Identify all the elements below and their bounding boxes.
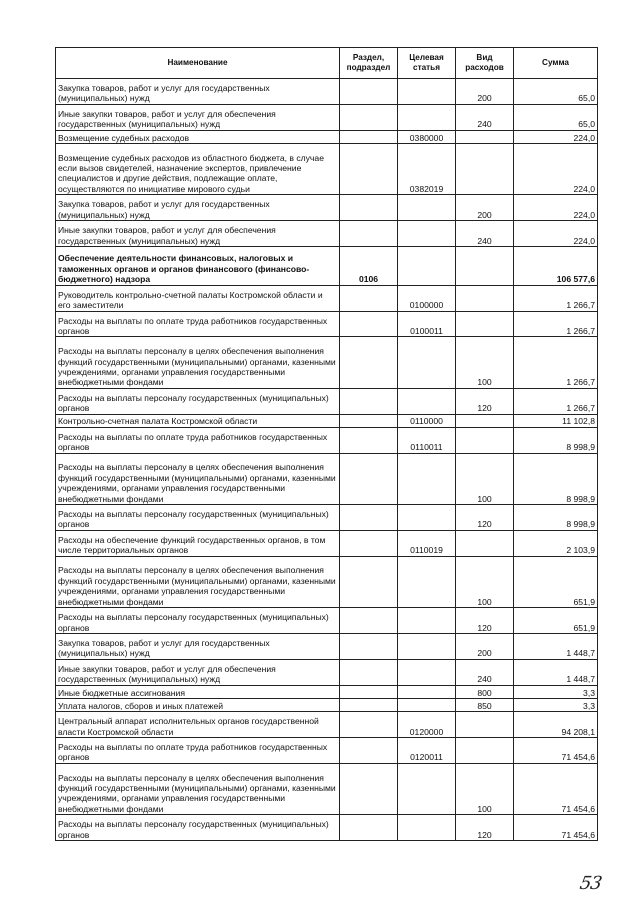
cell-name: Расходы на выплаты персоналу в целях обеспечения выполнения функций государственными (муниципальными) органами, казенными учреждениями, органами управления государственными внебюджетными фондами: [56, 337, 340, 388]
table-row: [56, 504, 598, 530]
cell-name: Иные закупки товаров, работ и услуг для обеспечения государственных (муниципальных) нужд: [56, 659, 340, 685]
table-row: [56, 530, 598, 556]
cell-sum: 65,0: [514, 79, 598, 105]
cell-target: 0380000: [398, 130, 456, 143]
table-row: [56, 685, 598, 698]
cell-target: [398, 388, 456, 414]
cell-name: Расходы на выплаты персоналу государственных (муниципальных) органов: [56, 504, 340, 530]
cell-name: Расходы на выплаты персоналу государственных (муниципальных) органов: [56, 815, 340, 841]
table-row: [56, 712, 598, 738]
cell-name: Руководитель контрольно-счетной палаты Костромской области и его заместители: [56, 285, 340, 311]
cell-target: 0110011: [398, 427, 456, 453]
cell-expense: 100: [456, 763, 514, 814]
table-body: [56, 79, 598, 841]
cell-sum: 11 102,8: [514, 414, 598, 427]
cell-target: [398, 221, 456, 247]
cell-name: Уплата налогов, сборов и иных платежей: [56, 698, 340, 711]
cell-sum: 2 103,9: [514, 530, 598, 556]
table-row: [56, 453, 598, 504]
cell-expense: 120: [456, 388, 514, 414]
cell-name: Расходы на выплаты по оплате труда работников государственных органов: [56, 738, 340, 764]
cell-sum: 1 266,7: [514, 311, 598, 337]
cell-expense: 100: [456, 337, 514, 388]
cell-sum: 65,0: [514, 104, 598, 130]
cell-section: [340, 738, 398, 764]
table-row: [56, 388, 598, 414]
cell-name: Иные закупки товаров, работ и услуг для обеспечения государственных (муниципальных) нужд: [56, 221, 340, 247]
cell-section: [340, 659, 398, 685]
cell-name: Расходы на обеспечение функций государственных органов, в том числе территориальных органов: [56, 530, 340, 556]
cell-name: Закупка товаров, работ и услуг для государственных (муниципальных) нужд: [56, 79, 340, 105]
cell-target: [398, 698, 456, 711]
cell-expense: 200: [456, 633, 514, 659]
cell-sum: 3,3: [514, 698, 598, 711]
cell-section: [340, 815, 398, 841]
cell-section: [340, 143, 398, 194]
cell-section: [340, 337, 398, 388]
cell-target: [398, 659, 456, 685]
cell-name: Обеспечение деятельности финансовых, налоговых и таможенных органов и органов финансового (финансово-бюджетного) надзора: [56, 247, 340, 286]
cell-expense: 100: [456, 453, 514, 504]
cell-target: [398, 608, 456, 634]
cell-target: [398, 337, 456, 388]
cell-sum: 224,0: [514, 130, 598, 143]
table-row: [56, 221, 598, 247]
cell-expense: [456, 247, 514, 286]
cell-expense: [456, 530, 514, 556]
cell-section: [340, 556, 398, 607]
cell-target: [398, 763, 456, 814]
cell-name: Расходы на выплаты персоналу в целях обеспечения выполнения функций государственными (муниципальными) органами, казенными учреждениями, органами управления государственными внебюджетными фондами: [56, 453, 340, 504]
table-row: [56, 427, 598, 453]
cell-section: [340, 285, 398, 311]
document-page: [55, 47, 598, 841]
cell-section: [340, 685, 398, 698]
table-row: [56, 414, 598, 427]
header-section: Раздел, подраздел: [340, 48, 398, 79]
cell-expense: [456, 712, 514, 738]
cell-section: [340, 530, 398, 556]
cell-expense: [456, 414, 514, 427]
table-row: [56, 195, 598, 221]
cell-target: [398, 247, 456, 286]
cell-target: 0110019: [398, 530, 456, 556]
cell-sum: 94 208,1: [514, 712, 598, 738]
table-row: [56, 247, 598, 286]
cell-sum: 224,0: [514, 143, 598, 194]
header-sum: Сумма: [514, 48, 598, 79]
cell-sum: 224,0: [514, 195, 598, 221]
table-row: [56, 143, 598, 194]
header-expense: Вид расходов: [456, 48, 514, 79]
cell-section: [340, 763, 398, 814]
table-row: [56, 698, 598, 711]
table-row: [56, 104, 598, 130]
cell-sum: 8 998,9: [514, 504, 598, 530]
cell-section: [340, 221, 398, 247]
cell-name: Расходы на выплаты персоналу в целях обеспечения выполнения функций государственными (муниципальными) органами, казенными учреждениями, органами управления государственными внебюджетными фондами: [56, 763, 340, 814]
cell-sum: 8 998,9: [514, 427, 598, 453]
cell-expense: 200: [456, 79, 514, 105]
table-row: [56, 337, 598, 388]
cell-sum: 651,9: [514, 556, 598, 607]
cell-section: [340, 633, 398, 659]
cell-section: [340, 453, 398, 504]
table-row: [56, 815, 598, 841]
cell-name: Закупка товаров, работ и услуг для государственных (муниципальных) нужд: [56, 195, 340, 221]
cell-sum: 106 577,6: [514, 247, 598, 286]
cell-target: [398, 685, 456, 698]
cell-section: [340, 427, 398, 453]
cell-expense: [456, 311, 514, 337]
table-row: [56, 633, 598, 659]
cell-name: Закупка товаров, работ и услуг для государственных (муниципальных) нужд: [56, 633, 340, 659]
cell-name: Расходы на выплаты персоналу государственных (муниципальных) органов: [56, 388, 340, 414]
cell-target: 0110000: [398, 414, 456, 427]
cell-sum: 1 448,7: [514, 633, 598, 659]
cell-target: [398, 79, 456, 105]
cell-expense: [456, 285, 514, 311]
cell-sum: 3,3: [514, 685, 598, 698]
cell-target: 0120000: [398, 712, 456, 738]
cell-expense: 240: [456, 221, 514, 247]
cell-sum: 8 998,9: [514, 453, 598, 504]
cell-target: [398, 633, 456, 659]
cell-section: [340, 195, 398, 221]
budget-table: [55, 47, 598, 841]
cell-sum: 651,9: [514, 608, 598, 634]
cell-section: [340, 130, 398, 143]
cell-expense: [456, 143, 514, 194]
cell-name: Возмещение судебных расходов: [56, 130, 340, 143]
cell-target: [398, 504, 456, 530]
cell-target: [398, 104, 456, 130]
cell-sum: 1 266,7: [514, 388, 598, 414]
cell-expense: [456, 427, 514, 453]
table-row: [56, 763, 598, 814]
cell-name: Иные закупки товаров, работ и услуг для обеспечения государственных (муниципальных) нужд: [56, 104, 340, 130]
cell-sum: 71 454,6: [514, 738, 598, 764]
cell-sum: 71 454,6: [514, 763, 598, 814]
cell-target: 0382019: [398, 143, 456, 194]
cell-section: [340, 698, 398, 711]
cell-expense: [456, 130, 514, 143]
cell-sum: 1 266,7: [514, 337, 598, 388]
cell-sum: 1 266,7: [514, 285, 598, 311]
cell-name: Расходы на выплаты персоналу государственных (муниципальных) органов: [56, 608, 340, 634]
cell-section: [340, 311, 398, 337]
cell-section: [340, 504, 398, 530]
cell-section: 0106: [340, 247, 398, 286]
cell-name: Возмещение судебных расходов из областного бюджета, в случае если вызов свидетелей, назначение экспертов, привлечение специалистов и другие действия, подлежащие оплате, осуществляются по инициативе мирового судьи: [56, 143, 340, 194]
cell-section: [340, 388, 398, 414]
cell-sum: 71 454,6: [514, 815, 598, 841]
cell-target: 0100000: [398, 285, 456, 311]
cell-sum: 1 448,7: [514, 659, 598, 685]
table-row: [56, 130, 598, 143]
cell-expense: 120: [456, 608, 514, 634]
cell-section: [340, 104, 398, 130]
cell-name: Расходы на выплаты по оплате труда работников государственных органов: [56, 311, 340, 337]
table-row: [56, 738, 598, 764]
cell-section: [340, 414, 398, 427]
cell-expense: 240: [456, 104, 514, 130]
cell-expense: 240: [456, 659, 514, 685]
cell-target: 0120011: [398, 738, 456, 764]
cell-section: [340, 712, 398, 738]
table-row: [56, 285, 598, 311]
cell-target: 0100011: [398, 311, 456, 337]
cell-name: Расходы на выплаты по оплате труда работников государственных органов: [56, 427, 340, 453]
table-row: [56, 79, 598, 105]
page-number: 53: [578, 873, 603, 894]
header-name: Наименование: [56, 48, 340, 79]
cell-target: [398, 556, 456, 607]
cell-name: Центральный аппарат исполнительных органов государственной власти Костромской области: [56, 712, 340, 738]
cell-expense: 100: [456, 556, 514, 607]
cell-name: Иные бюджетные ассигнования: [56, 685, 340, 698]
cell-section: [340, 608, 398, 634]
table-header-row: [56, 48, 598, 79]
cell-sum: 224,0: [514, 221, 598, 247]
table-row: [56, 311, 598, 337]
cell-expense: 800: [456, 685, 514, 698]
cell-expense: 120: [456, 815, 514, 841]
table-row: [56, 659, 598, 685]
cell-expense: 120: [456, 504, 514, 530]
cell-target: [398, 453, 456, 504]
table-row: [56, 608, 598, 634]
cell-target: [398, 195, 456, 221]
cell-target: [398, 815, 456, 841]
table-row: [56, 556, 598, 607]
cell-section: [340, 79, 398, 105]
cell-name: Контрольно-счетная палата Костромской области: [56, 414, 340, 427]
cell-expense: 200: [456, 195, 514, 221]
cell-expense: [456, 738, 514, 764]
cell-name: Расходы на выплаты персоналу в целях обеспечения выполнения функций государственными (муниципальными) органами, казенными учреждениями, органами управления государственными внебюджетными фондами: [56, 556, 340, 607]
cell-expense: 850: [456, 698, 514, 711]
header-target: Целевая статья: [398, 48, 456, 79]
